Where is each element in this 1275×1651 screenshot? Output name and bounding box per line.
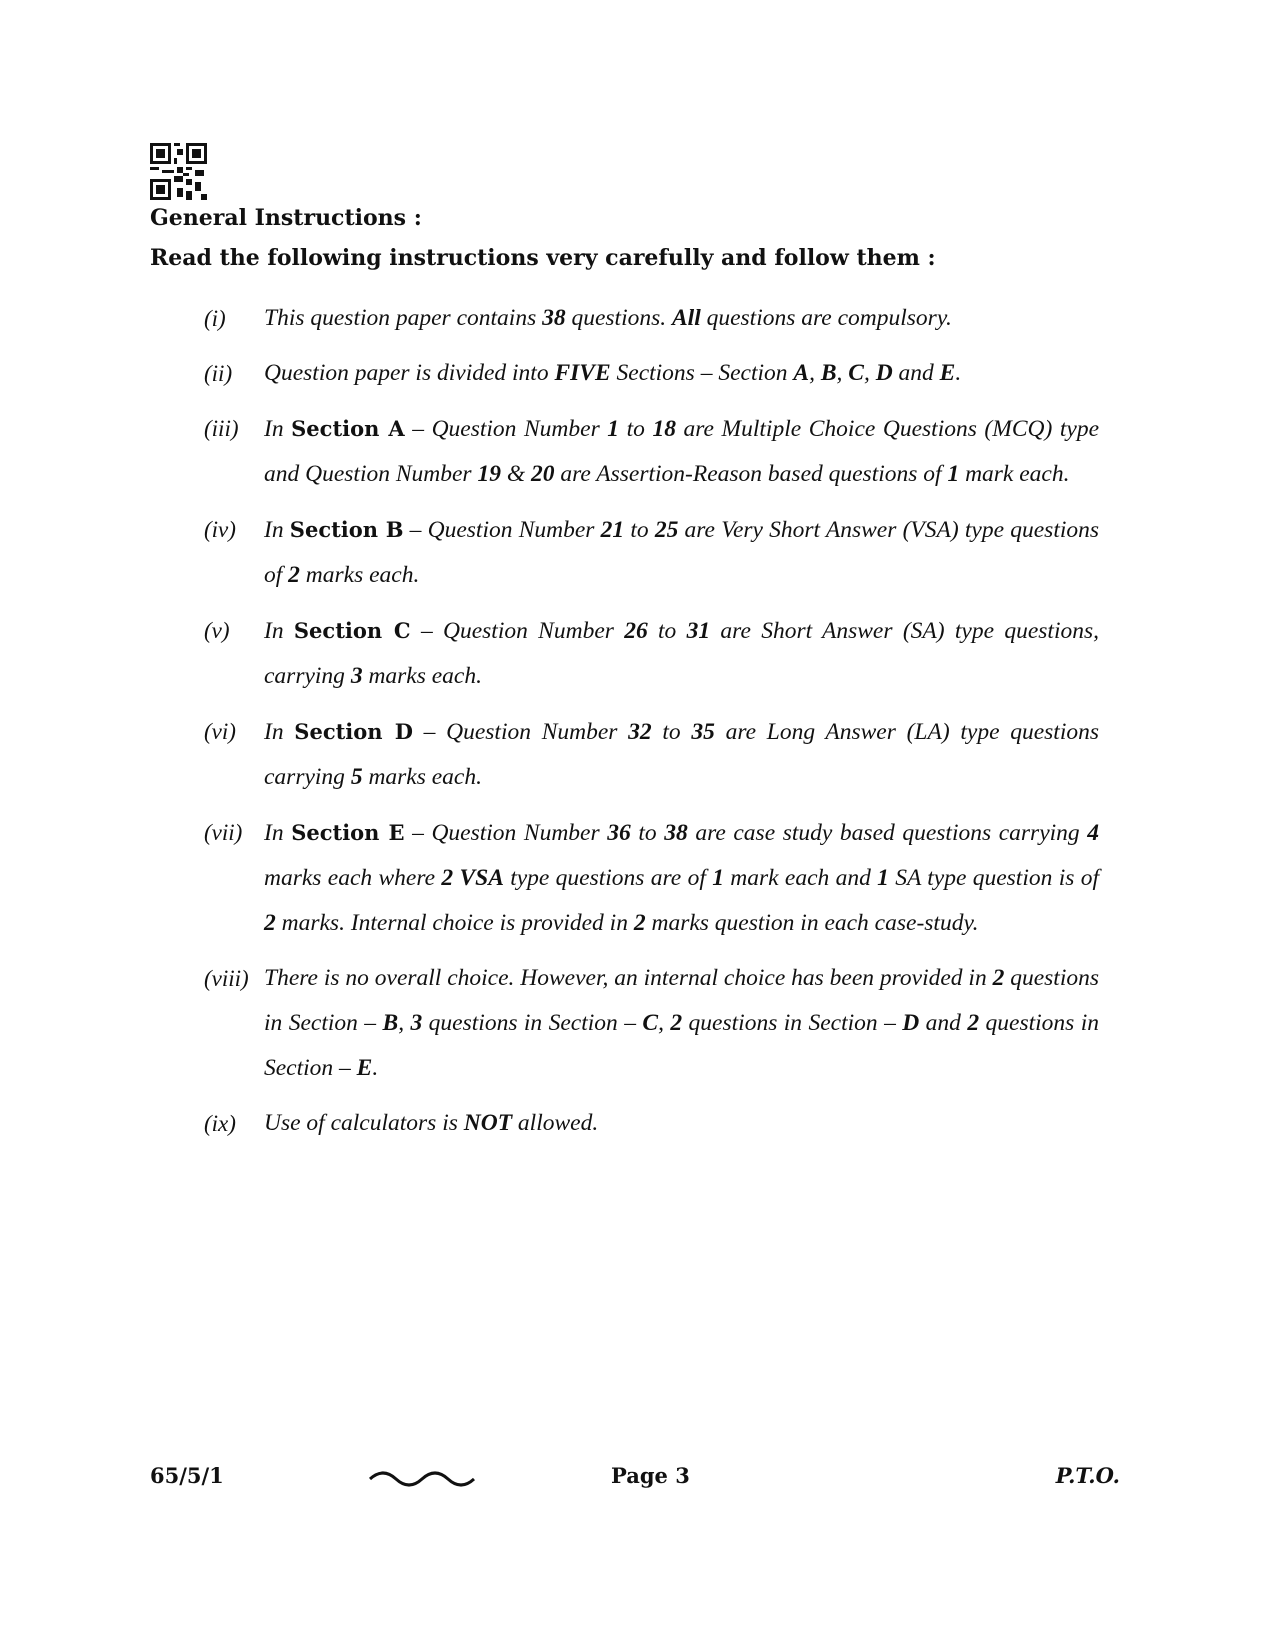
text-segment: questions in Section –: [422, 1010, 643, 1036]
emphasis-text: 38: [542, 305, 566, 331]
text-segment: In: [264, 517, 290, 543]
page-footer: [150, 1463, 1120, 1493]
emphasis-text: 1: [947, 461, 960, 487]
text-segment: ,: [658, 1010, 671, 1036]
text-segment: In: [264, 618, 294, 644]
wave-ornament: [368, 1467, 476, 1487]
text-segment: &: [500, 461, 531, 487]
page-number: Page 3: [611, 1463, 690, 1488]
instruction-item: [204, 1101, 1099, 1146]
emphasis-text: VSA: [459, 865, 504, 891]
text-segment: to: [651, 719, 692, 745]
text-segment: ,: [809, 360, 821, 386]
text-segment: .: [372, 1055, 379, 1081]
text-segment: are Assertion-Reason based questions of: [554, 461, 948, 487]
text-segment: marks. Internal choice is provided in: [275, 910, 634, 936]
emphasis-text: 18: [652, 416, 676, 442]
instruction-number: (iv): [204, 517, 236, 542]
instruction-item: [204, 351, 1099, 396]
text-segment: are case study based questions carrying: [687, 820, 1088, 846]
emphasis-text: 5: [350, 764, 363, 790]
instruction-text: [264, 296, 1099, 341]
general-instructions-heading: General Instructions :: [150, 205, 422, 231]
emphasis-text: All: [672, 305, 701, 331]
text-segment: questions in Section –: [682, 1010, 903, 1036]
text-segment: – Question Number: [412, 719, 629, 745]
paper-code: 65/5/1: [150, 1463, 224, 1488]
text-segment: are Very Short Answer (VSA) type questions of: [264, 517, 1100, 588]
emphasis-text: 35: [691, 719, 715, 745]
text-segment: This question paper contains: [264, 305, 543, 331]
emphasis-text: 2: [992, 965, 1005, 991]
emphasis-text: FIVE: [554, 360, 611, 386]
text-segment: questions are compulsory.: [700, 305, 952, 331]
emphasis-text: Section D: [294, 719, 413, 744]
emphasis-text: 38: [664, 820, 688, 846]
text-segment: marks question in each case-study.: [645, 910, 979, 936]
emphasis-text: 1: [877, 865, 889, 891]
instruction-text: [264, 608, 1099, 699]
emphasis-text: 3: [350, 663, 363, 689]
text-segment: are Multiple Choice Questions (MCQ) type and Question Number: [264, 416, 1100, 487]
instruction-text: [264, 1101, 1099, 1146]
emphasis-text: 2: [441, 865, 454, 891]
emphasis-text: 2: [967, 1010, 980, 1036]
emphasis-text: Section E: [291, 820, 405, 845]
text-segment: questions.: [565, 305, 672, 331]
emphasis-text: 2: [264, 910, 276, 936]
emphasis-text: NOT: [463, 1110, 513, 1136]
text-segment: marks each where: [264, 865, 442, 891]
emphasis-text: D: [875, 360, 893, 386]
instruction-text: [264, 810, 1099, 946]
text-segment: – Question Number: [404, 416, 608, 442]
text-segment: are Long Answer (LA) type questions carrying: [264, 719, 1100, 790]
text-segment: are Short Answer (SA) type questions, carrying: [264, 618, 1099, 689]
instructions-list: [204, 296, 1099, 1156]
text-segment: and: [892, 360, 940, 386]
instruction-text: [264, 351, 1099, 396]
emphasis-text: 31: [686, 618, 711, 644]
text-segment: In: [264, 820, 292, 846]
emphasis-text: 25: [654, 517, 679, 543]
text-segment: and: [919, 1010, 968, 1036]
emphasis-text: E: [356, 1055, 373, 1081]
text-segment: In: [264, 416, 292, 442]
text-segment: mark each.: [959, 461, 1070, 487]
text-segment: type questions are of: [503, 865, 713, 891]
emphasis-text: 26: [624, 618, 648, 644]
emphasis-text: Section B: [289, 517, 404, 542]
text-segment: Use of calculators is: [264, 1110, 464, 1136]
instruction-item: [204, 608, 1099, 699]
text-segment: .: [955, 360, 962, 386]
text-segment: to: [647, 618, 687, 644]
text-segment: to: [624, 517, 655, 543]
text-segment: – Question Number: [403, 517, 601, 543]
instruction-text: [264, 709, 1099, 800]
instruction-item: [204, 296, 1099, 341]
instruction-number: (iii): [204, 416, 239, 441]
text-segment: questions in Section –: [264, 1010, 1100, 1081]
emphasis-text: C: [848, 360, 864, 386]
text-segment: Sections – Section: [610, 360, 794, 386]
emphasis-text: 1: [607, 416, 620, 442]
instructions-subheading: Read the following instructions very carefully and follow them :: [150, 245, 936, 271]
emphasis-text: 2: [670, 1010, 683, 1036]
text-segment: questions in Section –: [264, 965, 1100, 1036]
instruction-item: [204, 810, 1099, 946]
text-segment: marks each.: [299, 562, 420, 588]
text-segment: marks each.: [362, 764, 482, 790]
instruction-item: [204, 406, 1099, 497]
text-segment: marks each.: [362, 663, 482, 689]
instruction-text: [264, 406, 1099, 497]
emphasis-text: A: [793, 360, 810, 386]
text-segment: ,: [863, 360, 876, 386]
emphasis-text: 4: [1087, 820, 1100, 846]
emphasis-text: 20: [530, 461, 555, 487]
instruction-item: [204, 956, 1099, 1091]
emphasis-text: B: [820, 360, 837, 386]
text-segment: – Question Number: [410, 618, 625, 644]
text-segment: – Question Number: [404, 820, 608, 846]
emphasis-text: E: [939, 360, 956, 386]
text-segment: Question paper is divided into: [264, 360, 555, 386]
emphasis-text: D: [902, 1010, 920, 1036]
instruction-number: (ii): [204, 361, 233, 386]
text-segment: There is no overall choice. However, an internal choice has been provided in: [264, 965, 993, 991]
instruction-number: (vii): [204, 820, 243, 845]
instruction-number: (ix): [204, 1111, 236, 1136]
emphasis-text: 2: [288, 562, 300, 588]
instruction-text: [264, 956, 1099, 1091]
emphasis-text: 19: [477, 461, 501, 487]
text-segment: allowed.: [512, 1110, 599, 1136]
instruction-text: [264, 507, 1099, 598]
pto-label: P.T.O.: [1055, 1463, 1120, 1488]
emphasis-text: 2: [633, 910, 646, 936]
text-segment: mark each and: [723, 865, 878, 891]
instruction-number: (viii): [204, 966, 249, 991]
text-segment: In: [264, 719, 295, 745]
emphasis-text: B: [382, 1010, 399, 1036]
text-segment: SA type question is of: [888, 865, 1099, 891]
emphasis-text: Section A: [291, 416, 405, 441]
instruction-number: (vi): [204, 719, 236, 744]
text-segment: ,: [836, 360, 849, 386]
emphasis-text: C: [642, 1010, 659, 1036]
emphasis-text: 32: [628, 719, 652, 745]
text-segment: to: [630, 820, 665, 846]
instruction-number: (i): [204, 306, 226, 331]
text-segment: to: [619, 416, 653, 442]
emphasis-text: 36: [607, 820, 631, 846]
emphasis-text: Section C: [293, 618, 411, 643]
text-segment: ,: [398, 1010, 411, 1036]
emphasis-text: 21: [600, 517, 625, 543]
qr-code: [150, 143, 207, 200]
emphasis-text: 3: [410, 1010, 423, 1036]
instruction-number: (v): [204, 618, 230, 643]
instruction-item: [204, 507, 1099, 598]
instruction-item: [204, 709, 1099, 800]
emphasis-text: 1: [712, 865, 724, 891]
